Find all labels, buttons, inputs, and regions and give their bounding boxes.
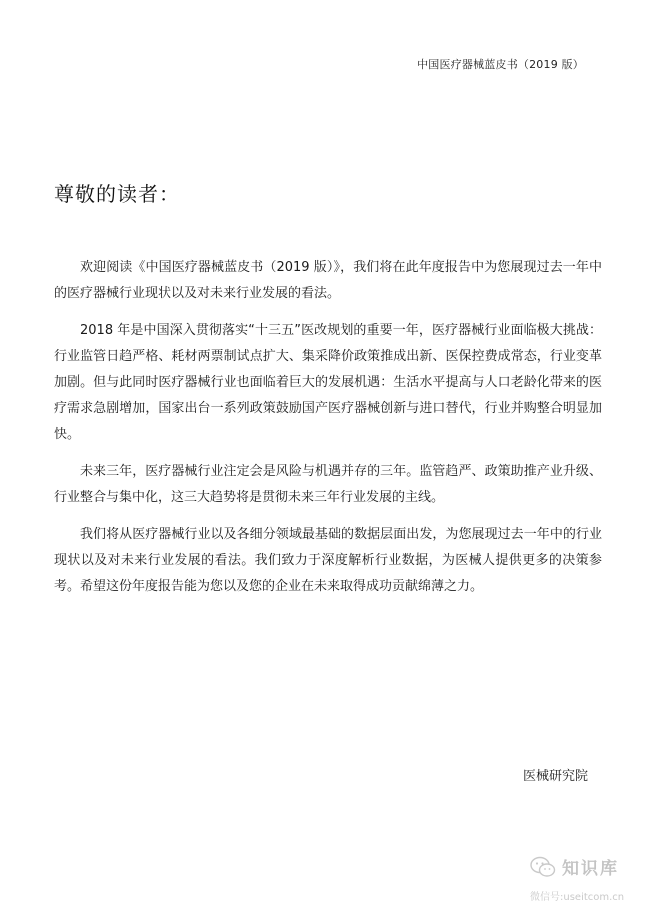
- signature: 医械研究院: [522, 769, 588, 784]
- paragraph-4: 我们将从医疗器械行业以及各细分领域最基础的数据层面出发，为您展现过去一年中的行业现状以及对未来行业发展的看法。我们致力于深度解析行业数据，为医械人提供更多的决策参考。希望这份年度报告能为您以及您的企业在未来取得成功贡献绵薄之力。: [54, 527, 602, 594]
- salutation: 尊敬的读者：: [54, 182, 180, 206]
- letter-body: [54, 255, 602, 611]
- watermark-brand: 知识库: [562, 859, 619, 879]
- paragraph-3: 未来三年，医疗器械行业注定会是风险与机遇并存的三年。监管趋严、政策助推产业升级、行业整合与集中化，这三大趋势将是贯彻未来三年行业发展的主线。: [54, 464, 602, 505]
- watermark-account: 微信号:useitcom.cn: [530, 892, 625, 903]
- wechat-icon: [530, 856, 556, 878]
- paragraph-2: 2018 年是中国深入贯彻落实“十三五”医改规划的重要一年，医疗器械行业面临极大挑战：行业监管日趋严格、耗材两票制试点扩大、集采降价政策推成出新、医保控费成常态，行业变革加剧。但与此同时医疗器械行业也面临着巨大的发展机遇：生活水平提高与人口老龄化带来的医疗需求急剧增加，国家出台一系列政策鼓励国产医疗器械创新与进口替代，行业并购整合明显加快。: [54, 323, 602, 442]
- document-header-title: 中国医疗器械蓝皮书（2019 版）: [417, 58, 584, 71]
- watermark: [530, 850, 642, 910]
- paragraph-1: 欢迎阅读《中国医疗器械蓝皮书（2019 版）》，我们将在此年度报告中为您展现过去一年中的医疗器械行业现状以及对未来行业发展的看法。: [54, 260, 602, 301]
